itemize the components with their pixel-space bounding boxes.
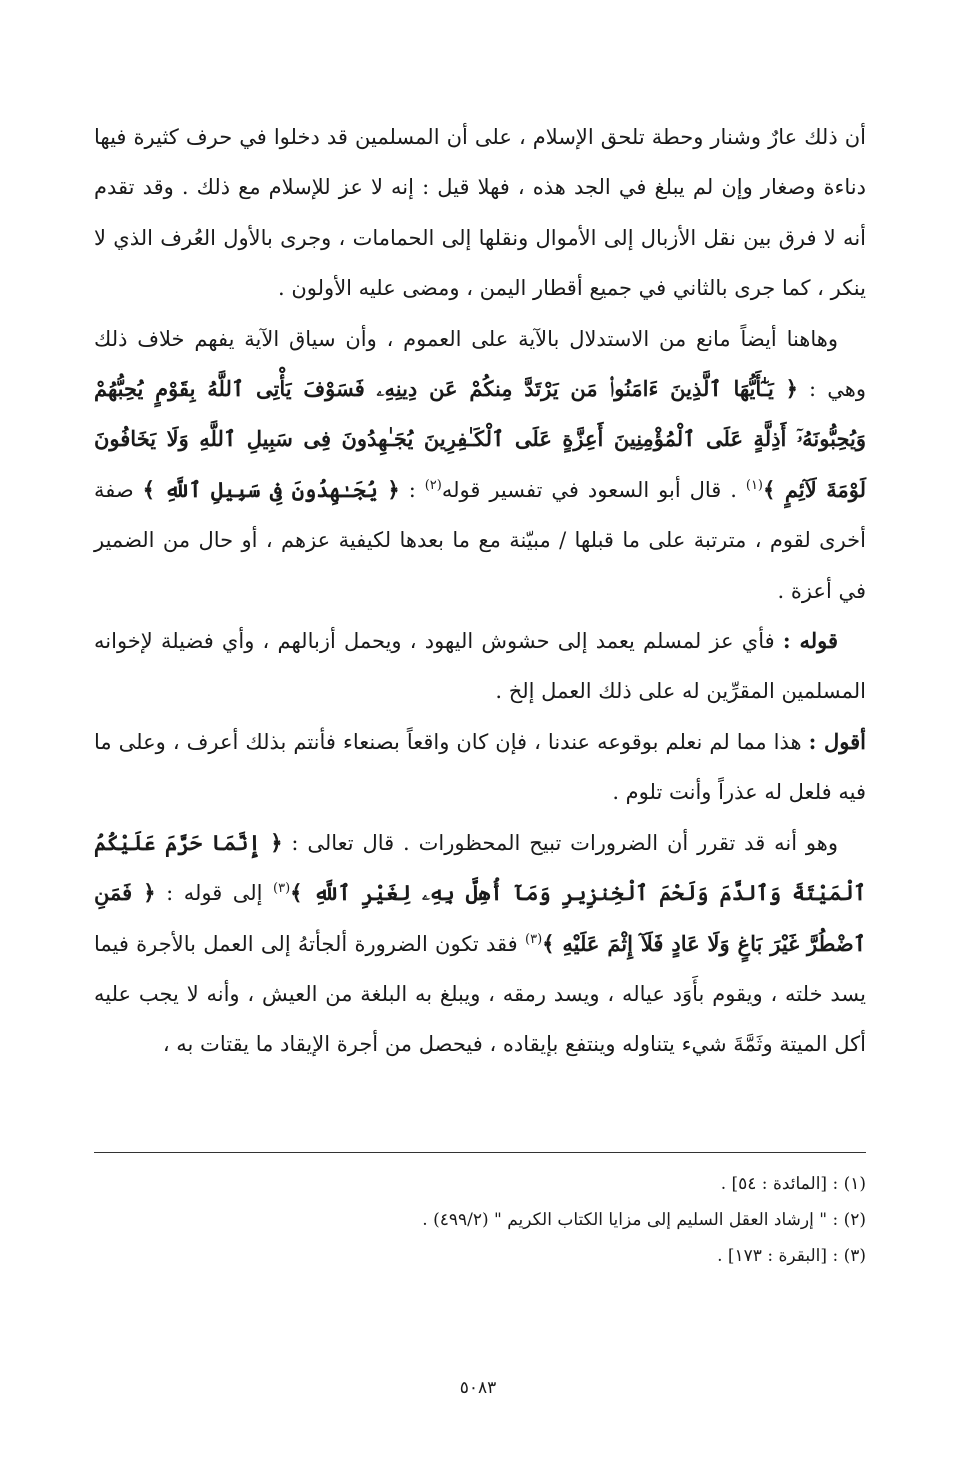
paragraph-3-text: فأي عز لمسلم يعمد إلى حشوش اليهود ، ويحمل أزبالهم ، وأي فضيلة لإخوانه المسلمين المقرِّين له على ذلك العمل إلخ .	[94, 629, 866, 704]
footnote-3: (٣) : [البقرة : ١٧٣] .	[717, 1246, 866, 1266]
paragraph-4	[94, 717, 866, 818]
paragraph-1	[94, 112, 866, 314]
aqulu-label: أقول :	[808, 728, 866, 754]
paragraph-5-ila-qawlihi: إلى قوله :	[166, 881, 263, 906]
paragraph-4-text: هذا مما لم نعلم بوقوعه عندنا ، فإن كان واقعاً بصنعاء فأنتم بذلك أعرف ، وعلى ما فيه فلعل له عذراً وأنت تلوم .	[94, 729, 866, 805]
qawluhu-label: قوله :	[782, 628, 838, 654]
quran-verse-yujahidun: ﴿ يُجَـٰهِدُونَ فِى سَبِيلِ ٱللَّهِ ﴾	[142, 476, 400, 502]
quran-verse-baqarah-2: ﴿ فَمَنِ ٱضْطُرَّ غَيْرَ بَاغٍ وَلَا عَادٍ فَلَآ إِثْمَ عَلَيْهِ ﴾	[94, 880, 866, 956]
paragraph-2-explanation: صفة أخرى لقوم ، مترتبة على ما قبلها / مبيّنة مع ما بعدها لكيفية عزهم ، أو حال من الضمير في أعزة .	[94, 477, 866, 603]
paragraph-5	[94, 818, 866, 1070]
main-text	[94, 112, 866, 1070]
footnote-divider	[94, 1152, 866, 1153]
footnote-ref-3a: (٣)	[273, 881, 291, 897]
footnote-ref-3b: (٣)	[525, 931, 543, 947]
paragraph-5-intro: وهو أنه قد تقرر أن الضرورات تبيح المحظورات . قال تعالى :	[291, 830, 838, 855]
footnote-2: (٢) : " إرشاد العقل السليم إلى مزايا الكتاب الكريم " (٤٩٩/٢) .	[422, 1210, 866, 1230]
page-number: ٥٠٨٣	[459, 1378, 497, 1398]
footnote-ref-2: (٢)	[424, 477, 442, 493]
paragraph-2-abu-saud: . قال أبو السعود في تفسير قوله	[441, 477, 737, 502]
footnotes	[94, 1166, 866, 1274]
quran-verse-maidah: ﴿ يَـٰٓأَيُّهَا ٱلَّذِينَ ءَامَنُوا۟ مَن يَرْتَدَّ مِنكُمْ عَن دِينِهِۦ فَسَوْفَ يَأْتِى ٱللَّهُ بِقَوْمٍ يُحِبُّهُمْ وَيُحِبُّونَهُۥٓ أَذِلَّةٍ عَلَى ٱلْمُؤْمِنِينَ أَعِزَّةٍ عَلَى ٱلْكَـٰفِرِينَ يُجَـٰهِدُونَ فِى سَبِيلِ ٱللَّهِ وَلَا يَخَافُونَ لَوْمَةَ لَآئِمٍ ﴾	[94, 376, 867, 502]
paragraph-3	[94, 616, 866, 717]
paragraph-5-text: فقد تكون الضرورة ألجأتهُ إلى العمل بالأجرة فيما يسد خلته ، ويقوم بأَوَد عياله ، ويسد رمقه ، ويبلغ به البلغة من العيش ، وأنه لا يجب عليه أكل الميتة وثَمَّةَ شيء يتناوله وينتفع بإيقاده ، فيحصل من أجرة الإيقاد ما يقتات به ،	[94, 931, 866, 1057]
quran-verse-baqarah-1: ﴿ إِنَّمَا حَرَّمَ عَلَيْكُمُ ٱلْمَيْتَةَ وَٱلدَّمَ وَلَحْمَ ٱلْخِنزِيرِ وَمَآ أُهِلَّ بِهِۦ لِغَيْرِ ٱللَّهِ ﴾	[94, 829, 867, 906]
paragraph-2-colon: :	[408, 477, 416, 502]
paragraph-2	[94, 314, 866, 616]
paragraph-2-intro: وهاهنا أيضاً مانع من الاستدلال بالآية على العموم ، وأن سياق الآية يفهم خلاف ذلك وهي :	[94, 326, 866, 402]
paragraph-1-text: أن ذلك عارٌ وشنار وحطة تلحق الإسلام ، على أن المسلمين قد دخلوا في حرف كثيرة فيها دناءة وصغار وإن لم يبلغ في الجد هذه ، فهلا قيل : إنه لا عز للإسلام مع ذلك . وقد تقدم أنه لا فرق بين نقل الأزبال إلى الأموال ونقلها إلى الحمامات ، وجرى بالأول العُرف الذي لا ينكر ، كما جرى بالثاني في جميع أقطار اليمن ، ومضى عليه الأولون .	[94, 125, 866, 301]
footnote-1: (١) : [المائدة : ٥٤] .	[720, 1174, 866, 1194]
footnote-ref-1: (١)	[745, 477, 763, 493]
